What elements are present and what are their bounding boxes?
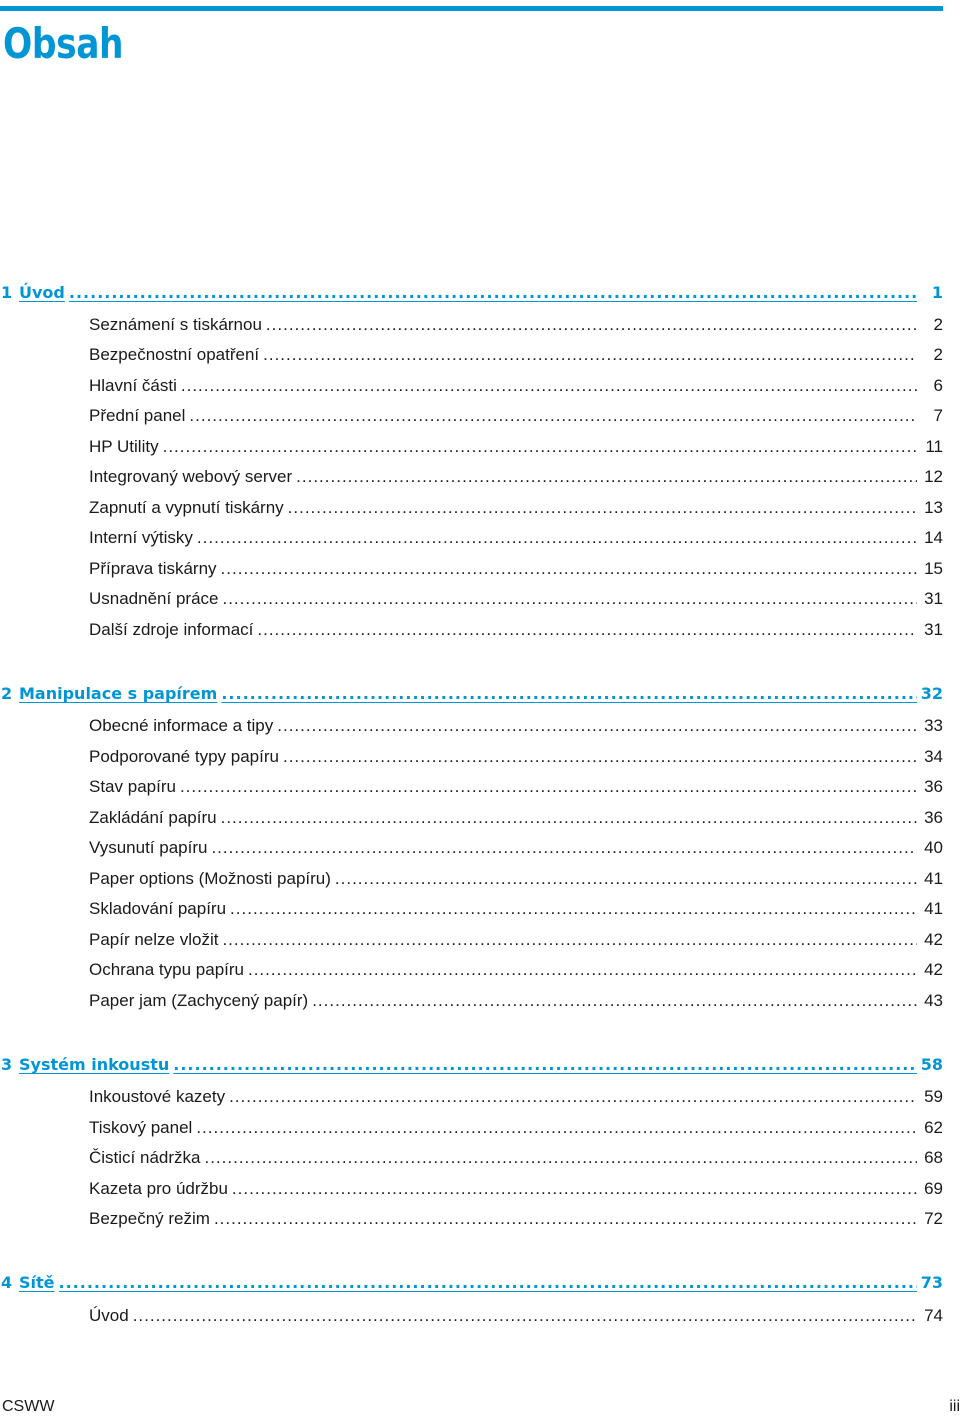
entry-page: 72 bbox=[924, 1209, 943, 1228]
entry-page: 43 bbox=[924, 991, 943, 1010]
toc-entry[interactable] bbox=[0, 586, 943, 612]
dot-leader bbox=[266, 312, 917, 338]
toc-entry[interactable] bbox=[0, 373, 943, 399]
chapter-title: Úvod bbox=[19, 283, 65, 302]
chapter-page: 32 bbox=[920, 684, 943, 703]
dot-leader bbox=[283, 744, 917, 770]
entry-page: 11 bbox=[925, 437, 943, 456]
dot-leader bbox=[181, 373, 917, 399]
toc-entry[interactable] bbox=[0, 1303, 943, 1329]
chapter-title: Systém inkoustu bbox=[19, 1055, 170, 1074]
dot-leader bbox=[197, 525, 917, 551]
toc-chapter-4[interactable] bbox=[0, 1270, 943, 1296]
dot-leader bbox=[133, 1303, 917, 1329]
dot-leader bbox=[222, 586, 917, 612]
entry-page: 42 bbox=[924, 960, 943, 979]
entry-label: Bezpečný režim bbox=[89, 1209, 210, 1228]
entry-page: 2 bbox=[933, 345, 943, 364]
entry-label: Příprava tiskárny bbox=[89, 559, 217, 578]
chapter-page: 73 bbox=[920, 1273, 943, 1292]
toc-entry[interactable] bbox=[0, 866, 943, 892]
dot-leader bbox=[230, 896, 917, 922]
footer-document-code: CSWW bbox=[2, 1398, 55, 1415]
dot-leader bbox=[196, 1115, 917, 1141]
page-title: Obsah bbox=[3, 19, 124, 68]
entry-page: 36 bbox=[924, 777, 943, 796]
entry-page: 41 bbox=[924, 899, 943, 918]
entry-page: 62 bbox=[924, 1118, 943, 1137]
entry-page: 74 bbox=[924, 1306, 943, 1325]
entry-page: 2 bbox=[933, 315, 943, 334]
toc-entry[interactable] bbox=[0, 464, 943, 490]
toc-entry[interactable] bbox=[0, 617, 943, 643]
entry-label: Ochrana typu papíru bbox=[89, 960, 244, 979]
entry-label: Usnadnění práce bbox=[89, 589, 219, 608]
entry-label: Úvod bbox=[89, 1306, 129, 1325]
entry-label: Čisticí nádržka bbox=[89, 1148, 201, 1167]
dot-leader bbox=[59, 1270, 917, 1296]
entry-label: Vysunutí papíru bbox=[89, 838, 208, 857]
dot-leader bbox=[288, 495, 917, 521]
entry-label: Podporované typy papíru bbox=[89, 747, 279, 766]
dot-leader bbox=[221, 805, 917, 831]
toc-entry[interactable] bbox=[0, 927, 943, 953]
entry-label: Tiskový panel bbox=[89, 1118, 193, 1137]
dot-leader bbox=[189, 403, 917, 429]
chapter-number: 2 bbox=[1, 684, 13, 703]
chapter-title: Manipulace s papírem bbox=[19, 684, 218, 703]
entry-page: 41 bbox=[924, 869, 943, 888]
toc-entry[interactable] bbox=[0, 556, 943, 582]
entry-label: Přední panel bbox=[89, 406, 186, 425]
entry-page: 59 bbox=[924, 1087, 943, 1106]
entry-label: Zakládání papíru bbox=[89, 808, 217, 827]
entry-label: Inkoustové kazety bbox=[89, 1087, 226, 1106]
entry-page: 14 bbox=[924, 528, 943, 547]
dot-leader bbox=[180, 774, 917, 800]
dot-leader bbox=[277, 713, 917, 739]
toc-entry[interactable] bbox=[0, 342, 943, 368]
toc-entry[interactable] bbox=[0, 1084, 943, 1110]
chapter-page: 1 bbox=[931, 283, 943, 302]
dot-leader bbox=[221, 681, 916, 707]
dot-leader bbox=[204, 1145, 917, 1171]
toc-chapter-1[interactable] bbox=[0, 280, 943, 306]
entry-label: Seznámení s tiskárnou bbox=[89, 315, 262, 334]
entry-page: 34 bbox=[924, 747, 943, 766]
entry-label: Paper options (Možnosti papíru) bbox=[89, 869, 331, 888]
dot-leader bbox=[312, 988, 917, 1014]
toc-entry[interactable] bbox=[0, 896, 943, 922]
chapter-number: 4 bbox=[1, 1273, 13, 1292]
toc-entry[interactable] bbox=[0, 957, 943, 983]
entry-page: 33 bbox=[924, 716, 943, 735]
entry-page: 69 bbox=[924, 1179, 943, 1198]
toc-entry[interactable] bbox=[0, 835, 943, 861]
toc-entry[interactable] bbox=[0, 312, 943, 338]
entry-label: Integrovaný webový server bbox=[89, 467, 293, 486]
entry-page: 31 bbox=[924, 589, 943, 608]
dot-leader bbox=[211, 835, 917, 861]
entry-label: Skladování papíru bbox=[89, 899, 227, 918]
dot-leader bbox=[257, 617, 917, 643]
toc-chapter-3[interactable] bbox=[0, 1052, 943, 1078]
chapter-number: 1 bbox=[1, 283, 13, 302]
entry-label: Stav papíru bbox=[89, 777, 176, 796]
toc-entry[interactable] bbox=[0, 1145, 943, 1171]
chapter-number: 3 bbox=[1, 1055, 13, 1074]
toc-entry[interactable] bbox=[0, 525, 943, 551]
dot-leader bbox=[214, 1206, 917, 1232]
toc-entry[interactable] bbox=[0, 495, 943, 521]
dot-leader bbox=[229, 1084, 917, 1110]
entry-page: 42 bbox=[924, 930, 943, 949]
chapter-title: Sítě bbox=[19, 1273, 55, 1292]
dot-leader bbox=[248, 957, 917, 983]
entry-label: Papír nelze vložit bbox=[89, 930, 219, 949]
dot-leader bbox=[221, 556, 917, 582]
entry-label: Hlavní části bbox=[89, 376, 177, 395]
dot-leader bbox=[296, 464, 917, 490]
entry-label: Interní výtisky bbox=[89, 528, 193, 547]
chapter-page: 58 bbox=[920, 1055, 943, 1074]
entry-label: Další zdroje informací bbox=[89, 620, 254, 639]
entry-label: Paper jam (Zachycený papír) bbox=[89, 991, 309, 1010]
dot-leader bbox=[263, 342, 917, 368]
toc-entry[interactable] bbox=[0, 744, 943, 770]
entry-label: Kazeta pro údržbu bbox=[89, 1179, 228, 1198]
entry-page: 36 bbox=[924, 808, 943, 827]
entry-page: 68 bbox=[924, 1148, 943, 1167]
entry-page: 12 bbox=[924, 467, 943, 486]
page-footer bbox=[0, 1398, 960, 1420]
toc-entry[interactable] bbox=[0, 1176, 943, 1202]
toc-entry[interactable] bbox=[0, 988, 943, 1014]
entry-page: 15 bbox=[924, 559, 943, 578]
entry-page: 7 bbox=[933, 406, 943, 425]
entry-label: Zapnutí a vypnutí tiskárny bbox=[89, 498, 284, 517]
toc-chapter-2[interactable] bbox=[0, 681, 943, 707]
toc-entry[interactable] bbox=[0, 805, 943, 831]
toc-entry[interactable] bbox=[0, 713, 943, 739]
dot-leader bbox=[335, 866, 917, 892]
entry-page: 6 bbox=[933, 376, 943, 395]
entry-label: HP Utility bbox=[89, 437, 159, 456]
entry-page: 40 bbox=[924, 838, 943, 857]
entry-page: 13 bbox=[924, 498, 943, 517]
footer-page-number: iii bbox=[949, 1398, 960, 1415]
toc-entry[interactable] bbox=[0, 403, 943, 429]
dot-leader bbox=[222, 927, 917, 953]
dot-leader bbox=[69, 280, 917, 306]
entry-label: Obecné informace a tipy bbox=[89, 716, 274, 735]
toc-entry[interactable] bbox=[0, 1206, 943, 1232]
entry-label: Bezpečnostní opatření bbox=[89, 345, 260, 364]
toc-entry[interactable] bbox=[0, 434, 943, 460]
toc-entry[interactable] bbox=[0, 774, 943, 800]
dot-leader bbox=[163, 434, 917, 460]
dot-leader bbox=[232, 1176, 917, 1202]
entry-page: 31 bbox=[924, 620, 943, 639]
dot-leader bbox=[173, 1052, 916, 1078]
toc-entry[interactable] bbox=[0, 1115, 943, 1141]
